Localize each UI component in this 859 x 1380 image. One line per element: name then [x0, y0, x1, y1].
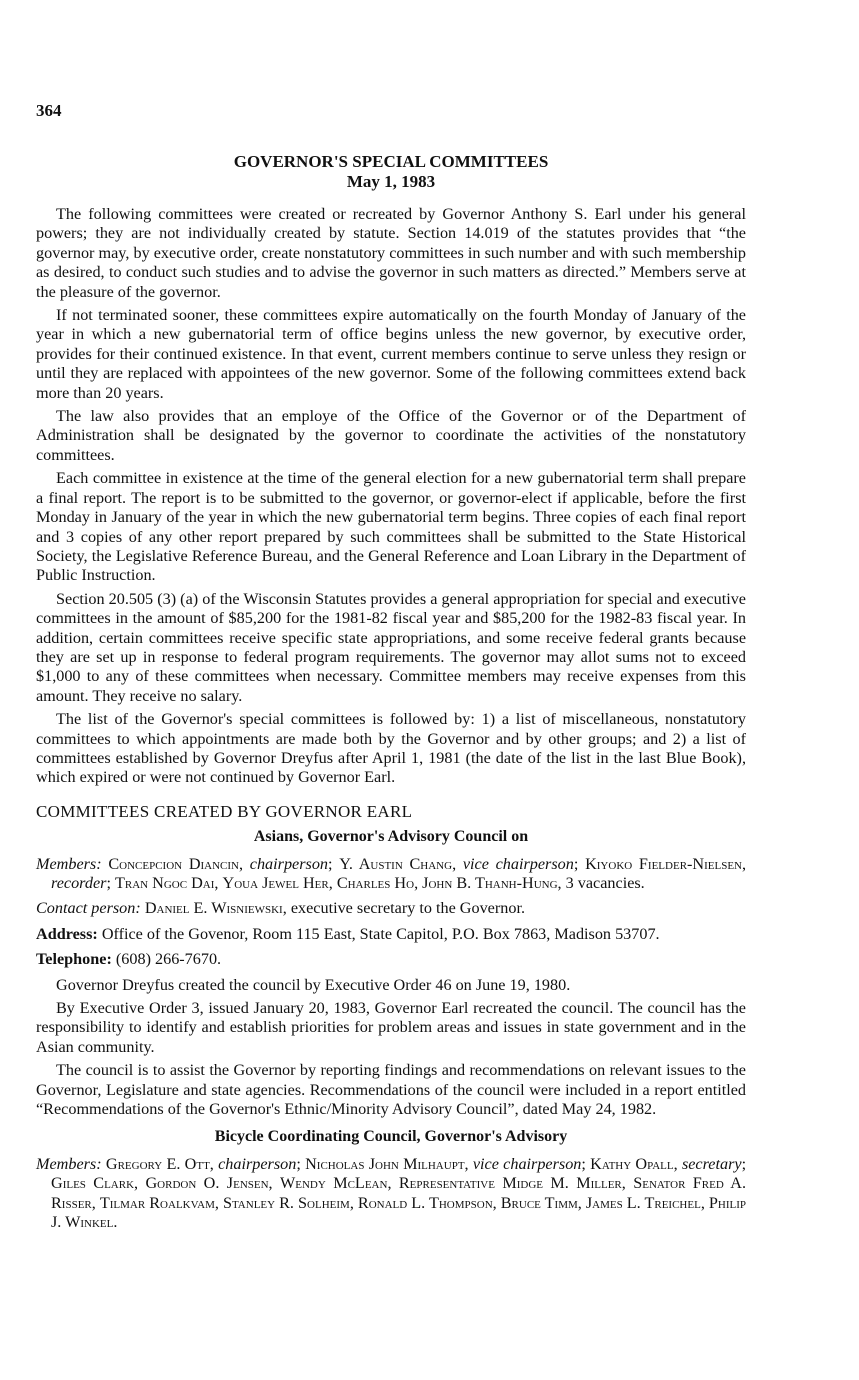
intro-paragraph: The law also provides that an employe of the Office of the Governor or of the Department of Administration shall be designated by the governor to coordinate the activities of the nonstatutory committees.: [36, 407, 746, 464]
member-name: Ronald L. Thompson: [357, 1193, 493, 1212]
member-name: Youa Jewel Her: [222, 874, 329, 892]
contact-role: , executive secretary to the Governor.: [282, 899, 525, 918]
member-name: Y. Austin Chang: [339, 854, 453, 873]
member-name: Tran Ngoc Dai: [115, 874, 215, 892]
page-date: May 1, 1983: [346, 172, 436, 191]
intro-paragraph: If not terminated sooner, these committees expire automatically on the fourth Monday of January of the year in which a new gubernatorial term of office begins unless the new governor, by executive order, provides for their continued existence. In that event, current members continue to serve unless they resign or until they are replaced with appointees of the new governor. Some of the following committees extend back more than 20 years.: [36, 306, 746, 402]
member-name: Tilmar Roalkvam: [99, 1193, 215, 1212]
member-role: chairperson: [218, 1154, 297, 1173]
member-name: James L. Treichel: [585, 1193, 701, 1212]
member-name: Kathy Opall: [590, 1154, 674, 1173]
committee-paragraph: By Executive Order 3, issued January 20, 1983, Governor Earl recreated the council. The council has the responsibility to identify and establish priorities for problem areas and issues in state government and in the Asian community.: [36, 999, 746, 1056]
page-title-block: [36, 152, 746, 192]
committee-asians: [36, 827, 746, 1119]
members-list: [36, 1155, 746, 1233]
contact-name: Daniel E. Wisniewski: [144, 899, 283, 918]
member-name: Philip J. Winkel: [51, 1193, 747, 1232]
member-name: Gregory E. Ott: [105, 1154, 210, 1173]
member-name: Senator Fred A. Risser: [51, 1174, 747, 1212]
members-label: Members:: [36, 1154, 102, 1173]
members-names: Gregory E. Ott, chairperson; Nicholas John Milhaupt, vice chairperson; Kathy Opall, secretary; Giles Clark, Gordon O. Jensen, Wendy McLean, Representative Midge M. Miller, Senator Fred A. Risser, Tilmar Roalkvam, Stanley R. Solheim, Ronald L. Thompson, Bruce Timm, James L. Treichel, Philip J. Winkel.: [51, 1154, 747, 1232]
member-name: Kiyoko Fielder-Nielsen: [585, 854, 742, 873]
members-tail: 3 vacancies.: [565, 874, 645, 892]
member-name: Concepcion Diancin: [108, 854, 240, 873]
member-name: Bruce Timm: [500, 1193, 578, 1212]
committee-name: Asians, Governor's Advisory Council on: [253, 828, 529, 846]
committee-bicycle: [36, 1127, 746, 1232]
members-label: Members:: [36, 854, 102, 873]
committee-paragraph: The council is to assist the Governor by reporting findings and recommendations on relevant issues to the Governor, Legislature and state agencies. Recommendations of the council were included in a report entitled “Recommendations of the Governor's Ethnic/Minority Advisory Council”, dated May 24, 1982.: [36, 1061, 746, 1119]
intro-paragraph: Each committee in existence at the time of the general election for a new gubernatorial term shall prepare a final report. The report is to be submitted to the governor, or governor-elect if applicable, before the first Monday in January of the year in which the new gubernatorial term begins. Three copies of each final report and 3 copies of any other report prepared by such committees shall be submitted to the State Historical Society, the Legislative Reference Bureau, and the General Reference and Loan Library in the Department of Public Instruction.: [36, 469, 746, 585]
members-list: [36, 855, 746, 894]
committee-paragraphs: [36, 976, 746, 1120]
page-number: 364: [36, 101, 62, 120]
member-role: vice chairperson: [472, 1154, 582, 1173]
member-name: Nicholas John Milhaupt: [305, 1154, 465, 1173]
telephone-line: [36, 950, 746, 969]
address-value: Office of the Govenor, Room 115 East, State Capitol, P.O. Box 7863, Madison 53707.: [101, 924, 660, 943]
telephone-label: Telephone:: [36, 950, 112, 969]
member-name: John B. Thanh-Hung: [422, 874, 558, 892]
member-role: recorder: [51, 874, 107, 892]
intro-paragraph: The following committees were created or recreated by Governor Anthony S. Earl under his general powers; they are not individually created by statute. Section 14.019 of the statutes provides that “the governor may, by executive order, create nonstatutory committees in such number and with such membership as desired, to conduct such studies and to advise the governor in such matters as directed.” Members serve at the pleasure of the governor.: [36, 205, 746, 301]
member-name: Stanley R. Solheim: [222, 1193, 350, 1212]
members-names: Concepcion Diancin, chairperson; Y. Austin Chang, vice chairperson; Kiyoko Fielder-Nielsen, recorder; Tran Ngoc Dai, Youa Jewel Her, Charles Ho, John B. Thanh-Hung, 3 vacancies.: [51, 854, 747, 892]
member-name: Charles Ho: [336, 874, 415, 892]
committee-paragraph: Governor Dreyfus created the council by Executive Order 46 on June 19, 1980.: [56, 975, 571, 994]
intro-section: [36, 205, 746, 788]
intro-paragraph: The list of the Governor's special committees is followed by: 1) a list of miscellaneous, nonstatutory committees to which appointments are made both by the Governor and by other groups; and 2) a list of committees established by Governor Dreyfus after April 1, 1981 (the date of the list in the last Blue Book), which expired or were not continued by Governor Earl.: [36, 710, 746, 787]
member-role: chairperson: [249, 854, 329, 873]
member-name: Representative Midge M. Miller: [398, 1174, 622, 1193]
committee-name: Bicycle Coordinating Council, Governor's Advisory: [214, 1128, 568, 1146]
member-role: secretary: [681, 1154, 742, 1173]
member-name: Wendy McLean: [279, 1174, 388, 1193]
contact-line: [36, 899, 746, 918]
member-name: Giles Clark: [51, 1174, 135, 1193]
intro-paragraph: Section 20.505 (3) (a) of the Wisconsin Statutes provides a general appropriation for special and executive committees in the amount of $85,200 for the 1981-82 fiscal year and $85,200 for the 1982-83 fiscal year. In addition, certain committees receive specific state appropriations, and some receive federal grants because they are set up in response to federal program requirements. The governor may allot sums not to exceed $1,000 to any of these committees when necessary. Committee members may receive expenses from this amount. They receive no salary.: [36, 589, 746, 705]
address-label: Address:: [36, 924, 98, 943]
telephone-value: (608) 266-7670.: [115, 950, 222, 969]
member-role: vice chairperson: [462, 854, 574, 873]
address-line: [36, 925, 746, 944]
page-title: GOVERNOR'S SPECIAL COMMITTEES: [233, 152, 549, 171]
document-body: [36, 205, 746, 1239]
member-name: Gordon O. Jensen: [145, 1174, 269, 1193]
contact-label: Contact person:: [36, 899, 141, 918]
section-heading: COMMITTEES CREATED BY GOVERNOR EARL: [36, 801, 413, 821]
